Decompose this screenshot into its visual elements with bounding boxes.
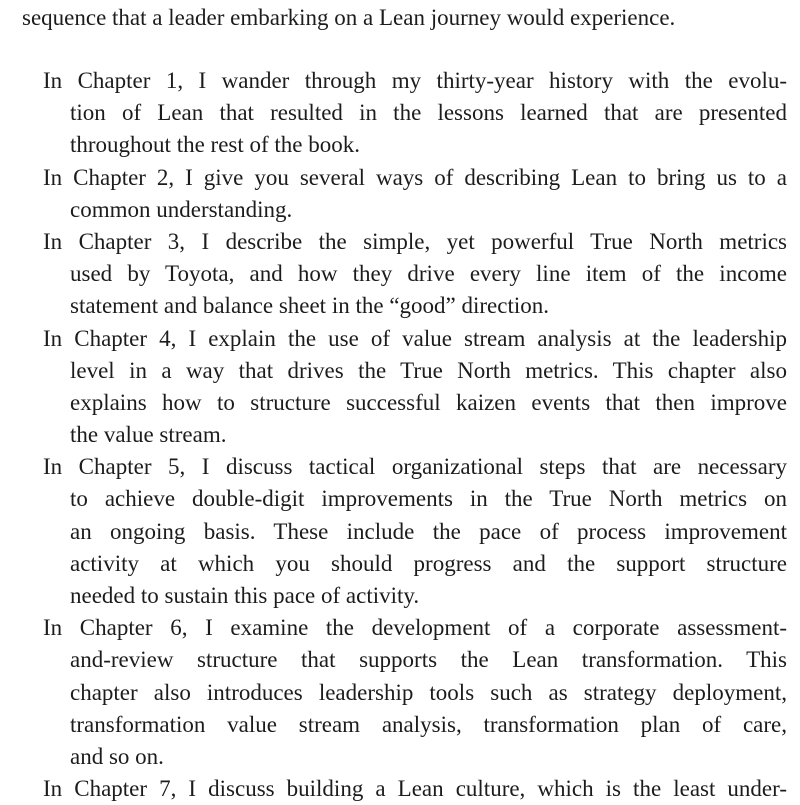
chapter-6-line-3: chapter also introduces leadership tools such as strategy deployment,	[70, 679, 787, 705]
chapter-6-line-1: In Chapter 6, I examine the development of a corporate assessment-	[43, 615, 787, 641]
chapter-7-line-1: In Chapter 7, I discuss building a Lean culture, which is the least under-	[43, 776, 787, 802]
chapter-list	[0, 65, 800, 805]
chapter-4-line-4: the value stream.	[70, 422, 227, 448]
chapter-1-paragraph	[43, 65, 787, 162]
chapter-5-line-2: to achieve double-digit improvements in the True North metrics on	[70, 486, 787, 512]
chapter-3-line-2: used by Toyota, and how they drive every line item of the income	[70, 261, 787, 287]
chapter-6-paragraph	[43, 612, 787, 773]
chapter-1-line-2: tion of Lean that resulted in the lessons learned that are presented	[70, 100, 787, 126]
chapter-5-line-5: needed to sustain this pace of activity.	[70, 583, 420, 608]
chapter-7-paragraph	[43, 773, 787, 805]
chapter-6-line-2: and-review structure that supports the Lean transformation. This	[70, 647, 787, 673]
chapter-4-paragraph	[43, 323, 787, 452]
chapter-4-line-2: level in a way that drives the True North metrics. This chapter also	[70, 357, 787, 383]
chapter-4-line-1: In Chapter 4, I explain the use of value stream analysis at the leadership	[43, 325, 787, 351]
intro-line: sequence that a leader embarking on a Lean journey would experience.	[22, 5, 676, 30]
chapter-5-line-1: In Chapter 5, I discuss tactical organizational steps that are necessary	[43, 454, 787, 480]
chapter-1-line-3: throughout the rest of the book.	[70, 132, 361, 158]
chapter-5-line-4: activity at which you should progress and the support structure	[70, 550, 787, 576]
chapter-5-paragraph	[43, 451, 787, 612]
chapter-5-line-3: an ongoing basis. These include the pace of process improvement	[70, 518, 787, 544]
chapter-1-line-1: In Chapter 1, I wander through my thirty-year history with the evolu-	[43, 68, 787, 93]
chapter-3-line-1: In Chapter 3, I describe the simple, yet powerful True North metrics	[43, 228, 787, 254]
chapter-2-paragraph	[43, 162, 787, 226]
chapter-6-line-5: and so on.	[70, 743, 164, 769]
chapter-3-paragraph	[43, 226, 787, 323]
chapter-2-line-2: common understanding.	[70, 196, 293, 222]
chapter-2-line-1: In Chapter 2, I give you several ways of describing Lean to bring us to a	[43, 164, 787, 190]
chapter-6-line-4: transformation value stream analysis, transformation plan of care,	[70, 711, 787, 737]
chapter-4-line-3: explains how to structure successful kaizen events that then improve	[70, 389, 787, 415]
chapter-3-line-3: statement and balance sheet in the “good” direction.	[70, 293, 549, 319]
